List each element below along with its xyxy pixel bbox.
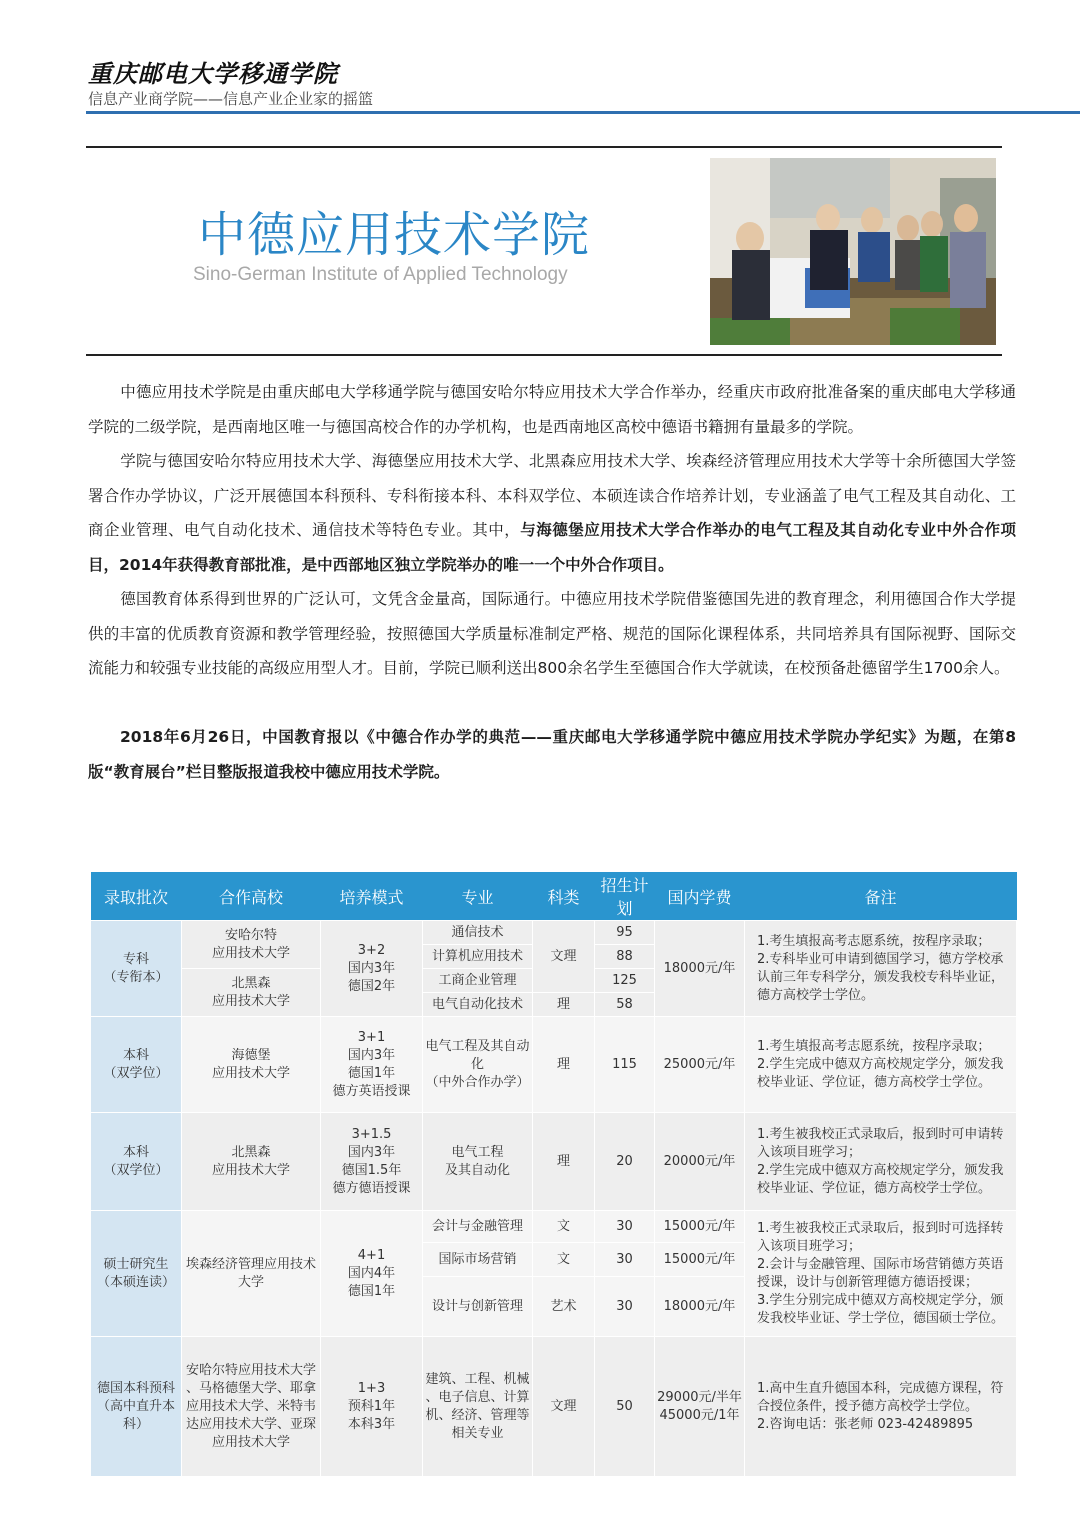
- col-header-major: 专业: [423, 872, 533, 921]
- col-header-plan: 招生计划: [595, 872, 655, 921]
- page-title: 中德应用技术学院: [198, 207, 591, 263]
- fee-cell: 18000元/年: [655, 921, 745, 1017]
- intro-paragraph-2: 学院与德国安哈尔特应用技术大学、海德堡应用技术大学、北黑森应用技术大学、埃森经济管理应用技术大学等十余所德国大学签署合作办学协议，广泛开展德国本科预科、专科衔接本科、本科双学位、本硕连读合作培养计划，专业涵盖了电气工程及其自动化、工商企业管理、电气自动化技术、通信技术等特色专业。其中，与海德堡应用技术大学合作举办的电气工程及其自动化专业中外合作项目，2014年获得教育部批准，是中西部地区独立学院举办的唯一一个中外合作项目。: [88, 452, 1016, 574]
- major-cell: 国际市场营销: [423, 1243, 533, 1277]
- title-divider-top: [86, 146, 1002, 148]
- school-cell: 安哈尔特应用技术大学 、马格德堡大学、耶拿 应用技术大学、米特韦 达应用技术大学、亚琛 应用技术大学: [182, 1337, 321, 1477]
- mode-cell: 3+1.5 国内3年 德国1.5年 德方德语授课: [321, 1113, 423, 1211]
- col-header-fee: 国内学费: [655, 872, 745, 921]
- major-cell: 会计与金融管理: [423, 1211, 533, 1243]
- mode-cell: 3+1 国内3年 德国1年 德方英语授课: [321, 1017, 423, 1113]
- table-row: [91, 1211, 1017, 1243]
- school-cell: 安哈尔特 应用技术大学: [182, 921, 321, 969]
- table-header-row: [91, 872, 1017, 921]
- major-cell: 通信技术: [423, 921, 533, 945]
- plan-cell: 20: [595, 1113, 655, 1211]
- major-cell: 工商企业管理: [423, 969, 533, 993]
- mode-cell: 3+2 国内3年 德国2年: [321, 921, 423, 1017]
- col-header-school: 合作高校: [182, 872, 321, 921]
- intro-paragraph-4: 2018年6月26日，中国教育报以《中德合作办学的典范——重庆邮电大学移通学院中德应用技术学院办学纪实》为题，在第8版“教育展台”栏目整版报道我校中德应用技术学院。: [88, 728, 1016, 781]
- major-cell: 计算机应用技术: [423, 945, 533, 969]
- table-row: [91, 1337, 1017, 1477]
- note-cell: 1.考生填报高考志愿系统，按程序录取； 2.学生完成中德双方高校规定学分，颁发我校毕业证、学位证，德方高校学士学位。: [745, 1017, 1017, 1113]
- batch-cell: 德国本科预科 （高中直升本 科）: [91, 1337, 182, 1477]
- fee-cell: 15000元/年: [655, 1243, 745, 1277]
- type-cell: 理: [533, 1017, 595, 1113]
- note-cell: 1.考生被我校正式录取后，报到时可选择转入该项目班学习； 2.会计与金融管理、国际市场营销德方英语授课，设计与创新管理德方德语授课； 3.学生分别完成中德双方高校规定学分，颁发我校毕业证、学士学位，德国硕士学位。: [745, 1211, 1017, 1337]
- school-cell: 埃森经济管理应用技术 大学: [182, 1211, 321, 1337]
- header-tagline: 信息产业商学院——信息产业企业家的摇篮: [88, 90, 374, 108]
- mode-cell: 1+3 预科1年 本科3年: [321, 1337, 423, 1477]
- institute-photo: [710, 158, 996, 345]
- school-cell: 海德堡 应用技术大学: [182, 1017, 321, 1113]
- major-cell: 电气工程 及其自动化: [423, 1113, 533, 1211]
- fee-cell: 15000元/年: [655, 1211, 745, 1243]
- table-row: [91, 1113, 1017, 1211]
- plan-cell: 125: [595, 969, 655, 993]
- plan-cell: 58: [595, 993, 655, 1017]
- col-header-mode: 培养模式: [321, 872, 423, 921]
- type-cell: 文: [533, 1243, 595, 1277]
- batch-cell: 专科 （专衔本）: [91, 921, 182, 1017]
- fee-cell: 20000元/年: [655, 1113, 745, 1211]
- batch-cell: 本科 （双学位）: [91, 1017, 182, 1113]
- type-cell: 理: [533, 1113, 595, 1211]
- type-cell: 艺术: [533, 1277, 595, 1337]
- plan-cell: 30: [595, 1243, 655, 1277]
- batch-cell: 硕士研究生 （本硕连读）: [91, 1211, 182, 1337]
- major-cell: 设计与创新管理: [423, 1277, 533, 1337]
- school-cell: 北黑森 应用技术大学: [182, 969, 321, 1017]
- header-divider: [86, 111, 1080, 114]
- col-header-batch: 录取批次: [91, 872, 182, 921]
- col-header-note: 备注: [745, 872, 1017, 921]
- batch-cell: 本科 （双学位）: [91, 1113, 182, 1211]
- note-cell: 1.考生被我校正式录取后，报到时可申请转入该项目班学习； 2.学生完成中德双方高校规定学分，颁发我校毕业证、学位证，德方高校学士学位。: [745, 1113, 1017, 1211]
- mode-cell: 4+1 国内4年 德国1年: [321, 1211, 423, 1337]
- major-cell: 电气工程及其自动 化 （中外合作办学）: [423, 1017, 533, 1113]
- note-cell: 1.高中生直升德国本科，完成德方课程，符合授位条件，授予德方高校学士学位。 2.咨询电话：张老师 023-42489895: [745, 1337, 1017, 1477]
- plan-cell: 95: [595, 921, 655, 945]
- plan-cell: 88: [595, 945, 655, 969]
- table-row: [91, 1017, 1017, 1113]
- type-cell: 文理: [533, 1337, 595, 1477]
- admission-table: [90, 872, 1017, 1477]
- page-subtitle: Sino-German Institute of Applied Technology: [193, 264, 568, 285]
- plan-cell: 115: [595, 1017, 655, 1113]
- school-cell: 北黑森 应用技术大学: [182, 1113, 321, 1211]
- intro-paragraph-1: 中德应用技术学院是由重庆邮电大学移通学院与德国安哈尔特应用技术大学合作举办，经重庆市政府批准备案的重庆邮电大学移通学院的二级学院，是西南地区唯一与德国高校合作的办学机构，也是西南地区高校中德语书籍拥有量最多的学院。: [88, 383, 1016, 436]
- major-cell: 建筑、工程、机械 、电子信息、计算 机、经济、管理等 相关专业: [423, 1337, 533, 1477]
- note-cell: 1.考生填报高考志愿系统，按程序录取； 2.专科毕业可申请到德国学习，德方学校承认前三年专科学分，颁发我校专科毕业证，德方高校学士学位。: [745, 921, 1017, 1017]
- intro-paragraph-3: 德国教育体系得到世界的广泛认可，文凭含金量高，国际通行。中德应用技术学院借鉴德国先进的教育理念，利用德国合作大学提供的丰富的优质教育资源和教学管理经验，按照德国大学质量标准制定严格、规范的国际化课程体系，共同培养具有国际视野、国际交流能力和较强专业技能的高级应用型人才。目前，学院已顺利送出800余名学生至德国合作大学就读，在校预备赴德留学生1700余人。: [88, 590, 1016, 677]
- type-cell: 文理: [533, 921, 595, 993]
- plan-cell: 30: [595, 1277, 655, 1337]
- title-divider-bottom: [86, 354, 1002, 356]
- type-cell: 理: [533, 993, 595, 1017]
- fee-cell: 25000元/年: [655, 1017, 745, 1113]
- plan-cell: 50: [595, 1337, 655, 1477]
- table-row: [91, 921, 1017, 945]
- major-cell: 电气自动化技术: [423, 993, 533, 1017]
- type-cell: 文: [533, 1211, 595, 1243]
- fee-cell: 18000元/年: [655, 1277, 745, 1337]
- plan-cell: 30: [595, 1211, 655, 1243]
- col-header-type: 科类: [533, 872, 595, 921]
- school-logo: 重庆邮电大学移通学院: [88, 59, 338, 88]
- fee-cell: 29000元/半年 45000元/1年: [655, 1337, 745, 1477]
